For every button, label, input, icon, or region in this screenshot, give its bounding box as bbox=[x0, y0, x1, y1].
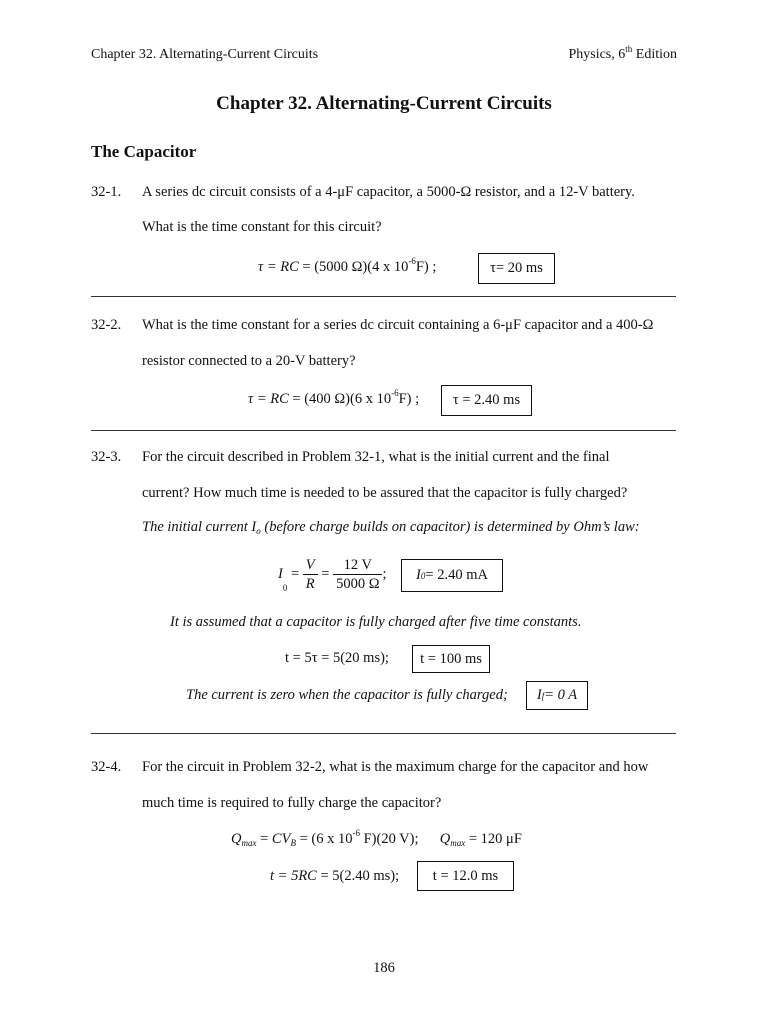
problem-text-line: For the circuit described in Problem 32-1, what is the initial current and the final bbox=[142, 449, 610, 465]
chapter-title: Chapter 32. Alternating-Current Circuits bbox=[216, 93, 552, 114]
problem-text-line: What is the time constant for a series dc circuit containing a 6-μF capacitor and a 400-Ω bbox=[142, 317, 654, 333]
equation: τ = RC = (400 Ω)(6 x $10^{-6}F$) ; bbox=[248, 388, 420, 407]
problem-text-line: A series dc circuit consists of a 4-μF capacitor, a 5000-Ω resistor, and a 12-V battery. bbox=[142, 184, 635, 200]
divider bbox=[91, 296, 676, 297]
running-header-left: Chapter 32. Alternating-Current Circuits bbox=[91, 47, 319, 62]
answer-box: τ = 2.40 ms bbox=[441, 385, 532, 416]
answer-box: t = 100 ms bbox=[412, 645, 490, 673]
equation: t = 5τ = 5(20 ms); bbox=[285, 650, 389, 666]
problem-text-line: resistor connected to a 20-V battery? bbox=[142, 353, 356, 369]
equation: t = 5RC = 5(2.40 ms); bbox=[270, 868, 400, 884]
divider bbox=[91, 430, 676, 431]
problem-text-line: For the circuit in Problem 32-2, what is the maximum charge for the capacitor and how bbox=[142, 759, 649, 775]
equation: τ = RC = (5000 Ω)(4 x $10^{-6}F$) ; bbox=[258, 256, 437, 275]
fraction-values: $\frac{12 V}{5000 \Omega}$ bbox=[333, 556, 382, 593]
solution-note: It is assumed that a capacitor is fully charged after five time constants. bbox=[170, 614, 582, 630]
solution-note: The initial current Io (before charge builds on capacitor) is determined by Ohm’s law: bbox=[142, 519, 640, 536]
ohms-law-equation: I0 = $\frac{V}{R}$ = $\frac{12 V}{5000 \Omega}$ ; bbox=[278, 557, 387, 593]
answer-box: I 0 = 2.40 mA bbox=[401, 559, 503, 592]
solution-note: The current is zero when the capacitor is fully charged; bbox=[186, 687, 508, 703]
fraction-v-over-r: $\frac{V}{R}$ bbox=[303, 556, 318, 593]
running-header-right: Physics, 6th Edition bbox=[568, 44, 677, 62]
section-heading: The Capacitor bbox=[91, 142, 197, 161]
problem-text-line: What is the time constant for this circuit? bbox=[142, 219, 382, 235]
problem-number: 32-2. bbox=[91, 317, 122, 333]
page-number: 186 bbox=[373, 960, 395, 976]
answer-box: I f = 0 A bbox=[526, 681, 588, 710]
equation: Qmax = CVB = (6 x $10^{-6}$ F)(20 V); Qmax = 120 μF bbox=[231, 828, 522, 848]
problem-text-line: much time is required to fully charge the capacitor? bbox=[142, 795, 442, 811]
problem-text-line: current? How much time is needed to be assured that the capacitor is fully charged? bbox=[142, 485, 628, 501]
answer-box: t = 12.0 ms bbox=[417, 861, 514, 891]
problem-number: 32-3. bbox=[91, 449, 122, 465]
problem-number: 32-4. bbox=[91, 759, 122, 775]
answer-box: τ= 20 ms bbox=[478, 253, 555, 284]
problem-number: 32-1. bbox=[91, 184, 122, 200]
divider bbox=[91, 733, 676, 734]
